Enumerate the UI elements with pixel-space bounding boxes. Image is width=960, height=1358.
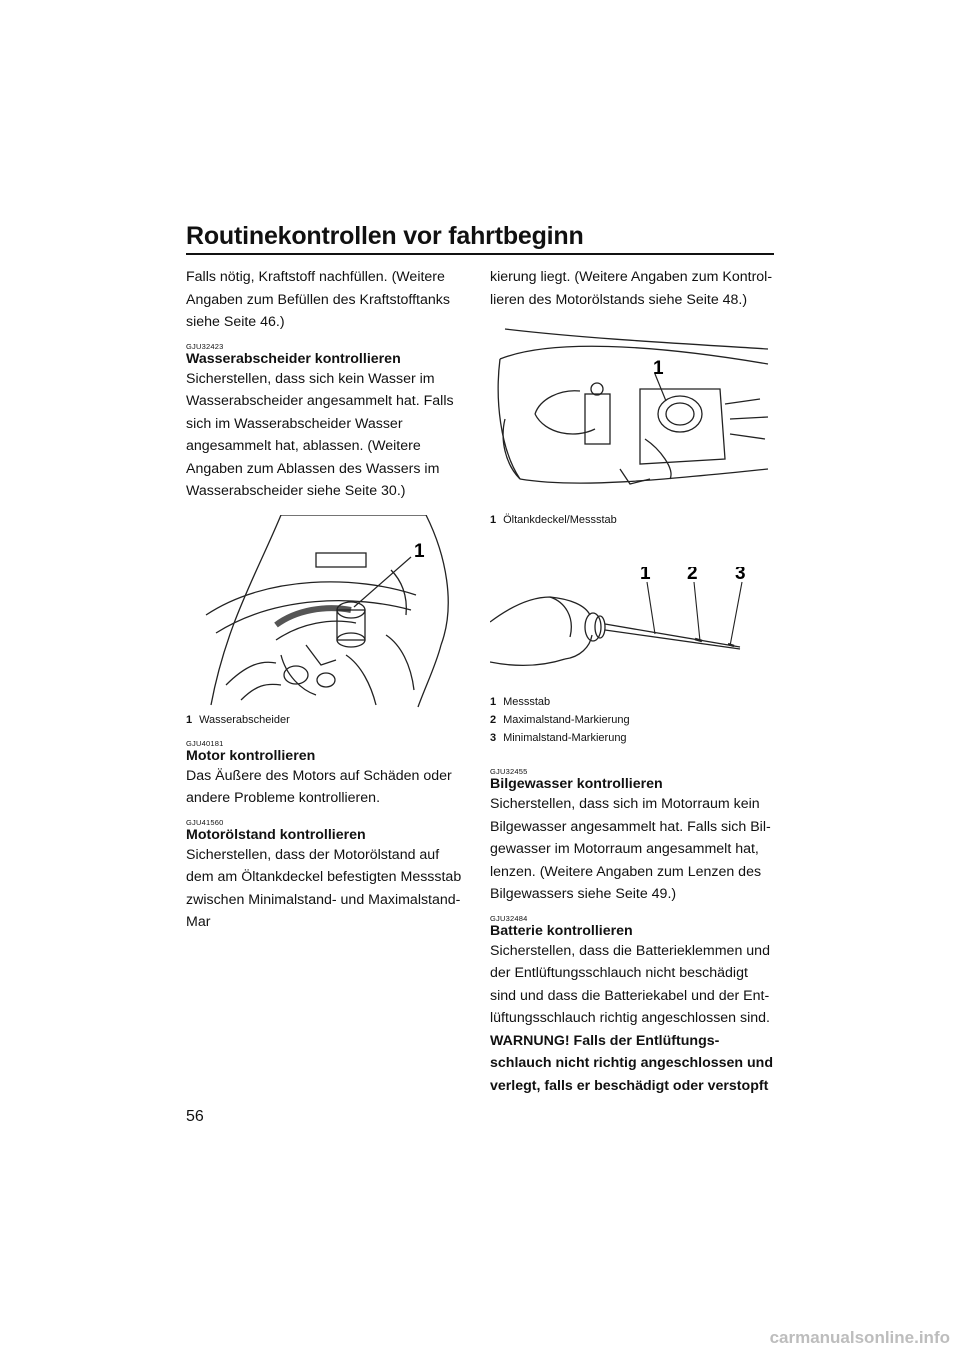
caption-number: 1 <box>490 514 497 526</box>
watermark: carmanualsonline.info <box>769 1328 950 1347</box>
section-code: GJU32423 <box>186 341 224 351</box>
figure3-callout-3: 3 <box>735 567 746 584</box>
caption-number: 3 <box>490 732 497 744</box>
section-code: GJU40181 <box>186 738 224 748</box>
dipstick-illustration <box>490 567 774 687</box>
figure2-caption <box>490 511 774 529</box>
page-title: Routinekontrollen vor fahrtbeginn <box>186 222 584 250</box>
section-code: GJU32455 <box>490 767 528 776</box>
caption-row <box>490 729 774 747</box>
oil-tank-cap-illustration <box>490 319 774 499</box>
caption-row <box>490 693 774 711</box>
figure3-callout-2: 2 <box>687 567 698 584</box>
page-number: 56 <box>186 1108 204 1125</box>
caption-text: Öltankdeckel/Messstab <box>503 514 617 526</box>
left-column <box>186 266 470 934</box>
figure2-callout-1: 1 <box>653 358 664 379</box>
title-divider <box>186 253 774 255</box>
water-separator-illustration <box>186 515 470 711</box>
right-column <box>490 266 774 1097</box>
caption-text: Maximalstand-Markierung <box>503 714 630 726</box>
continuation-paragraph: kierung liegt. (Weitere Angaben zum Kontrollieren des Motorölstands siehe Seite 48.) <box>490 269 773 308</box>
figure-wasserabscheider <box>186 515 470 733</box>
caption-text: Wasserabscheider <box>199 713 290 726</box>
section-heading-batterie: Batterie kontrollieren <box>490 922 633 939</box>
figure1-callout-1: 1 <box>414 540 425 562</box>
section-body-bilgewasser: Sicherstellen, dass sich im Motorraum kein Bilgewasser angesammelt hat. Falls sich Bilgewasser im Motorraum angesammelt hat, lenzen. (Weitere Angaben zum Lenzen des Bilgewassers siehe Seite 49.) <box>490 796 771 902</box>
section-heading-wasserabscheider: Wasserabscheider kontrollieren <box>186 350 401 367</box>
caption-text: Minimalstand-Markierung <box>503 732 627 744</box>
batterie-body-text: Sicherstellen, dass die Batterieklemmen und der Entlüftungsschlauch nicht beschädigt sind und dass die Batteriekabel und der Entlüftungsschlauch richtig angeschlossen sind. <box>490 942 770 1026</box>
figure3-callout-1: 1 <box>640 567 651 584</box>
warning-text: WARNUNG! Falls der Entlüftungsschlauch nicht richtig angeschlossen und verlegt, falls er beschädigt oder verstopft <box>490 1032 774 1094</box>
caption-number: 2 <box>490 714 497 726</box>
figure1-caption <box>186 711 470 729</box>
figure3-caption <box>490 693 774 747</box>
section-body-motoroelstand: Sicherstellen, dass der Motorölstand auf dem am Öltankdeckel befestigten Messstab zwischen Minimalstand- und Maximalstand-Mar <box>186 846 462 930</box>
caption-number: 1 <box>186 713 193 726</box>
intro-paragraph: Falls nötig, Kraftstoff nachfüllen. (Weitere Angaben zum Befüllen des Kraftstofftanks siehe Seite 46.) <box>186 269 450 330</box>
section-body-motor: Das Äußere des Motors auf Schäden oder andere Probleme kontrollieren. <box>186 767 452 806</box>
figure-oil-tank-cap <box>490 319 774 529</box>
section-heading-bilgewasser: Bilgewasser kontrollieren <box>490 776 663 792</box>
section-code: GJU32484 <box>490 913 528 923</box>
caption-row <box>490 711 774 729</box>
section-heading-motor: Motor kontrollieren <box>186 747 316 764</box>
section-body-wasserabscheider: Sicherstellen, dass sich kein Wasser im Wasserabscheider angesammelt hat. Falls sich im Wasserabscheider Wasser angesammelt hat, ablassen. (Weitere Angaben zum Ablassen des Wassers im Wasserabscheider siehe Seite 30.) <box>186 370 454 499</box>
section-code: GJU41560 <box>186 817 224 827</box>
caption-number: 1 <box>490 696 497 708</box>
section-heading-motoroelstand: Motorölstand kontrollieren <box>186 826 366 843</box>
caption-text: Messstab <box>503 696 551 708</box>
figure-dipstick <box>490 567 774 757</box>
section-body-batterie <box>490 940 774 1098</box>
